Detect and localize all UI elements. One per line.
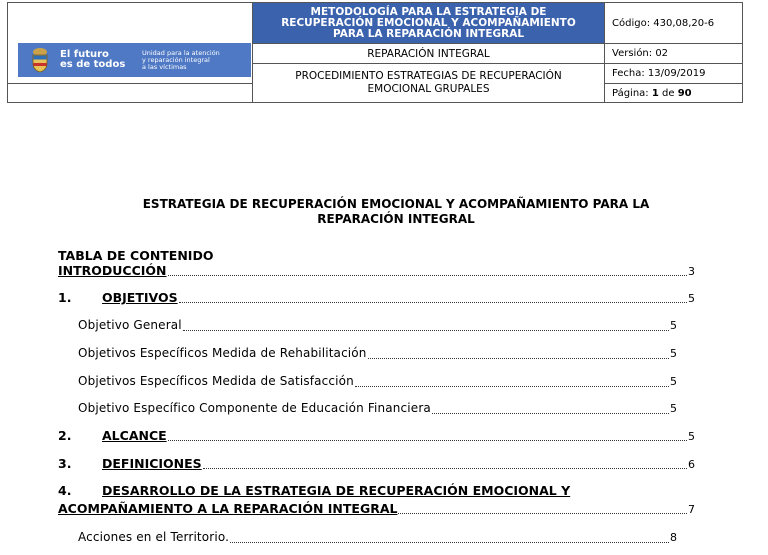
logo-subtitle-line: Unidad para la atención <box>142 48 220 57</box>
toc-entry-label <box>58 290 178 305</box>
toc-entry-page: 5 <box>688 292 695 305</box>
toc-entry-definiciones[interactable] <box>58 456 695 472</box>
procedure-name-line: PROCEDIMIENTO ESTRATEGIAS DE RECUPERACIÓN <box>295 70 562 82</box>
methodology-title-line: RECUPERACIÓN EMOCIONAL Y ACOMPAÑAMIENTO <box>281 16 576 29</box>
toc-entry-label <box>58 428 167 443</box>
procedure-name <box>253 64 605 103</box>
logo-cell <box>8 3 253 84</box>
toc-entry-label: Acciones en el Territorio. <box>78 530 230 544</box>
toc-entry-text: ALCANCE <box>102 428 167 443</box>
toc-entry-alcance[interactable] <box>58 428 695 444</box>
toc-entry-number: 4. <box>58 483 72 498</box>
page-total: 90 <box>677 87 692 99</box>
logo-title-line: El futuro <box>60 49 109 60</box>
logo-subtitle-line: a las víctimas <box>142 62 187 71</box>
toc-entry-label: INTRODUCCIÓN <box>58 263 167 278</box>
toc-entry-introduccion[interactable] <box>58 263 695 279</box>
toc-entry-label: ACOMPAÑAMIENTO A LA REPARACIÓN INTEGRAL <box>58 501 398 516</box>
toc-entry-number: 2. <box>58 428 72 443</box>
toc-leader-dots <box>230 541 669 543</box>
page-prefix: Página: <box>612 87 652 99</box>
toc-entry-desarrollo[interactable] <box>58 501 695 517</box>
logo-subtitle <box>142 50 237 71</box>
toc-entry-objetivos-rehabilitacion[interactable] <box>78 346 677 362</box>
logo-title-line: es de todos <box>60 59 126 70</box>
toc-entry-label: Objetivos Específicos Medida de Rehabilitación <box>78 346 367 360</box>
toc-entry-page: 5 <box>670 402 677 415</box>
toc-entry-page: 5 <box>670 319 677 332</box>
document-title-line: REPARACIÓN INTEGRAL <box>317 212 475 226</box>
toc-entry-desarrollo-line1[interactable] <box>58 483 695 499</box>
document-date: Fecha: 13/09/2019 <box>605 64 743 84</box>
toc-entry-educacion-financiera[interactable] <box>78 401 677 417</box>
methodology-title <box>253 3 605 44</box>
toc-leader-dots <box>398 512 687 514</box>
toc-leader-dots <box>355 385 669 387</box>
toc-entry-page: 7 <box>688 503 695 516</box>
toc-entry-objetivos-satisfaccion[interactable] <box>78 374 677 390</box>
document-title <box>60 197 732 227</box>
toc-entry-text: DESARROLLO DE LA ESTRATEGIA DE RECUPERACIÓN EMOCIONAL Y <box>102 483 571 498</box>
page-current: 1 <box>651 87 659 99</box>
logo-cell-bottom <box>8 84 253 103</box>
toc-entry-number: 3. <box>58 456 72 471</box>
page-of: de <box>658 87 678 99</box>
toc-entry-label: Objetivo Específico Componente de Educación Financiera <box>78 401 431 415</box>
document-code: Código: 430,08,20-6 <box>605 3 743 44</box>
toc-leader-dots <box>183 329 669 331</box>
methodology-title-line: METODOLOGÍA PARA LA ESTRATEGIA DE <box>310 5 547 18</box>
toc-leader-dots <box>368 357 669 359</box>
document-header-table <box>7 2 743 103</box>
toc-entry-text: DEFINICIONES <box>102 456 202 471</box>
toc-leader-dots <box>432 412 669 414</box>
toc-entry-number: 1. <box>58 290 72 305</box>
toc-leader-dots <box>203 467 687 469</box>
toc-leader-dots <box>168 439 687 441</box>
page-counter <box>605 84 743 103</box>
toc-entry-label: Objetivo General <box>78 318 182 332</box>
toc-entry-page: 8 <box>670 531 677 544</box>
toc-entry-page: 5 <box>670 347 677 360</box>
toc-entry-page: 5 <box>688 430 695 443</box>
toc-entry-page: 5 <box>670 375 677 388</box>
toc-entry-objetivo-general[interactable] <box>78 318 677 334</box>
document-title-line: ESTRATEGIA DE RECUPERACIÓN EMOCIONAL Y ACOMPAÑAMIENTO PARA LA <box>142 197 650 211</box>
toc-entry-label <box>58 483 570 498</box>
institution-logo <box>18 43 251 77</box>
toc-entry-label: Objetivos Específicos Medida de Satisfacción <box>78 374 354 388</box>
toc-entry-label <box>58 456 202 471</box>
methodology-title-line: PARA LA REPARACIÓN INTEGRAL <box>332 27 525 40</box>
toc-heading: TABLA DE CONTENIDO <box>58 248 214 263</box>
process-name: REPARACIÓN INTEGRAL <box>253 44 605 64</box>
coat-of-arms-icon <box>30 47 50 73</box>
logo-subtitle-line: y reparación integral <box>142 55 210 64</box>
toc-entry-objetivos[interactable] <box>58 290 695 306</box>
toc-entry-page: 6 <box>688 458 695 471</box>
toc-entry-text: OBJETIVOS <box>102 290 178 305</box>
toc-leader-dots <box>168 274 687 276</box>
procedure-name-line: EMOCIONAL GRUPALES <box>367 83 490 95</box>
toc-leader-dots <box>179 301 687 303</box>
toc-entry-page: 3 <box>688 265 695 278</box>
toc-entry-acciones-territorio[interactable] <box>78 530 677 546</box>
document-version: Versión: 02 <box>605 44 743 64</box>
logo-title <box>60 50 130 70</box>
